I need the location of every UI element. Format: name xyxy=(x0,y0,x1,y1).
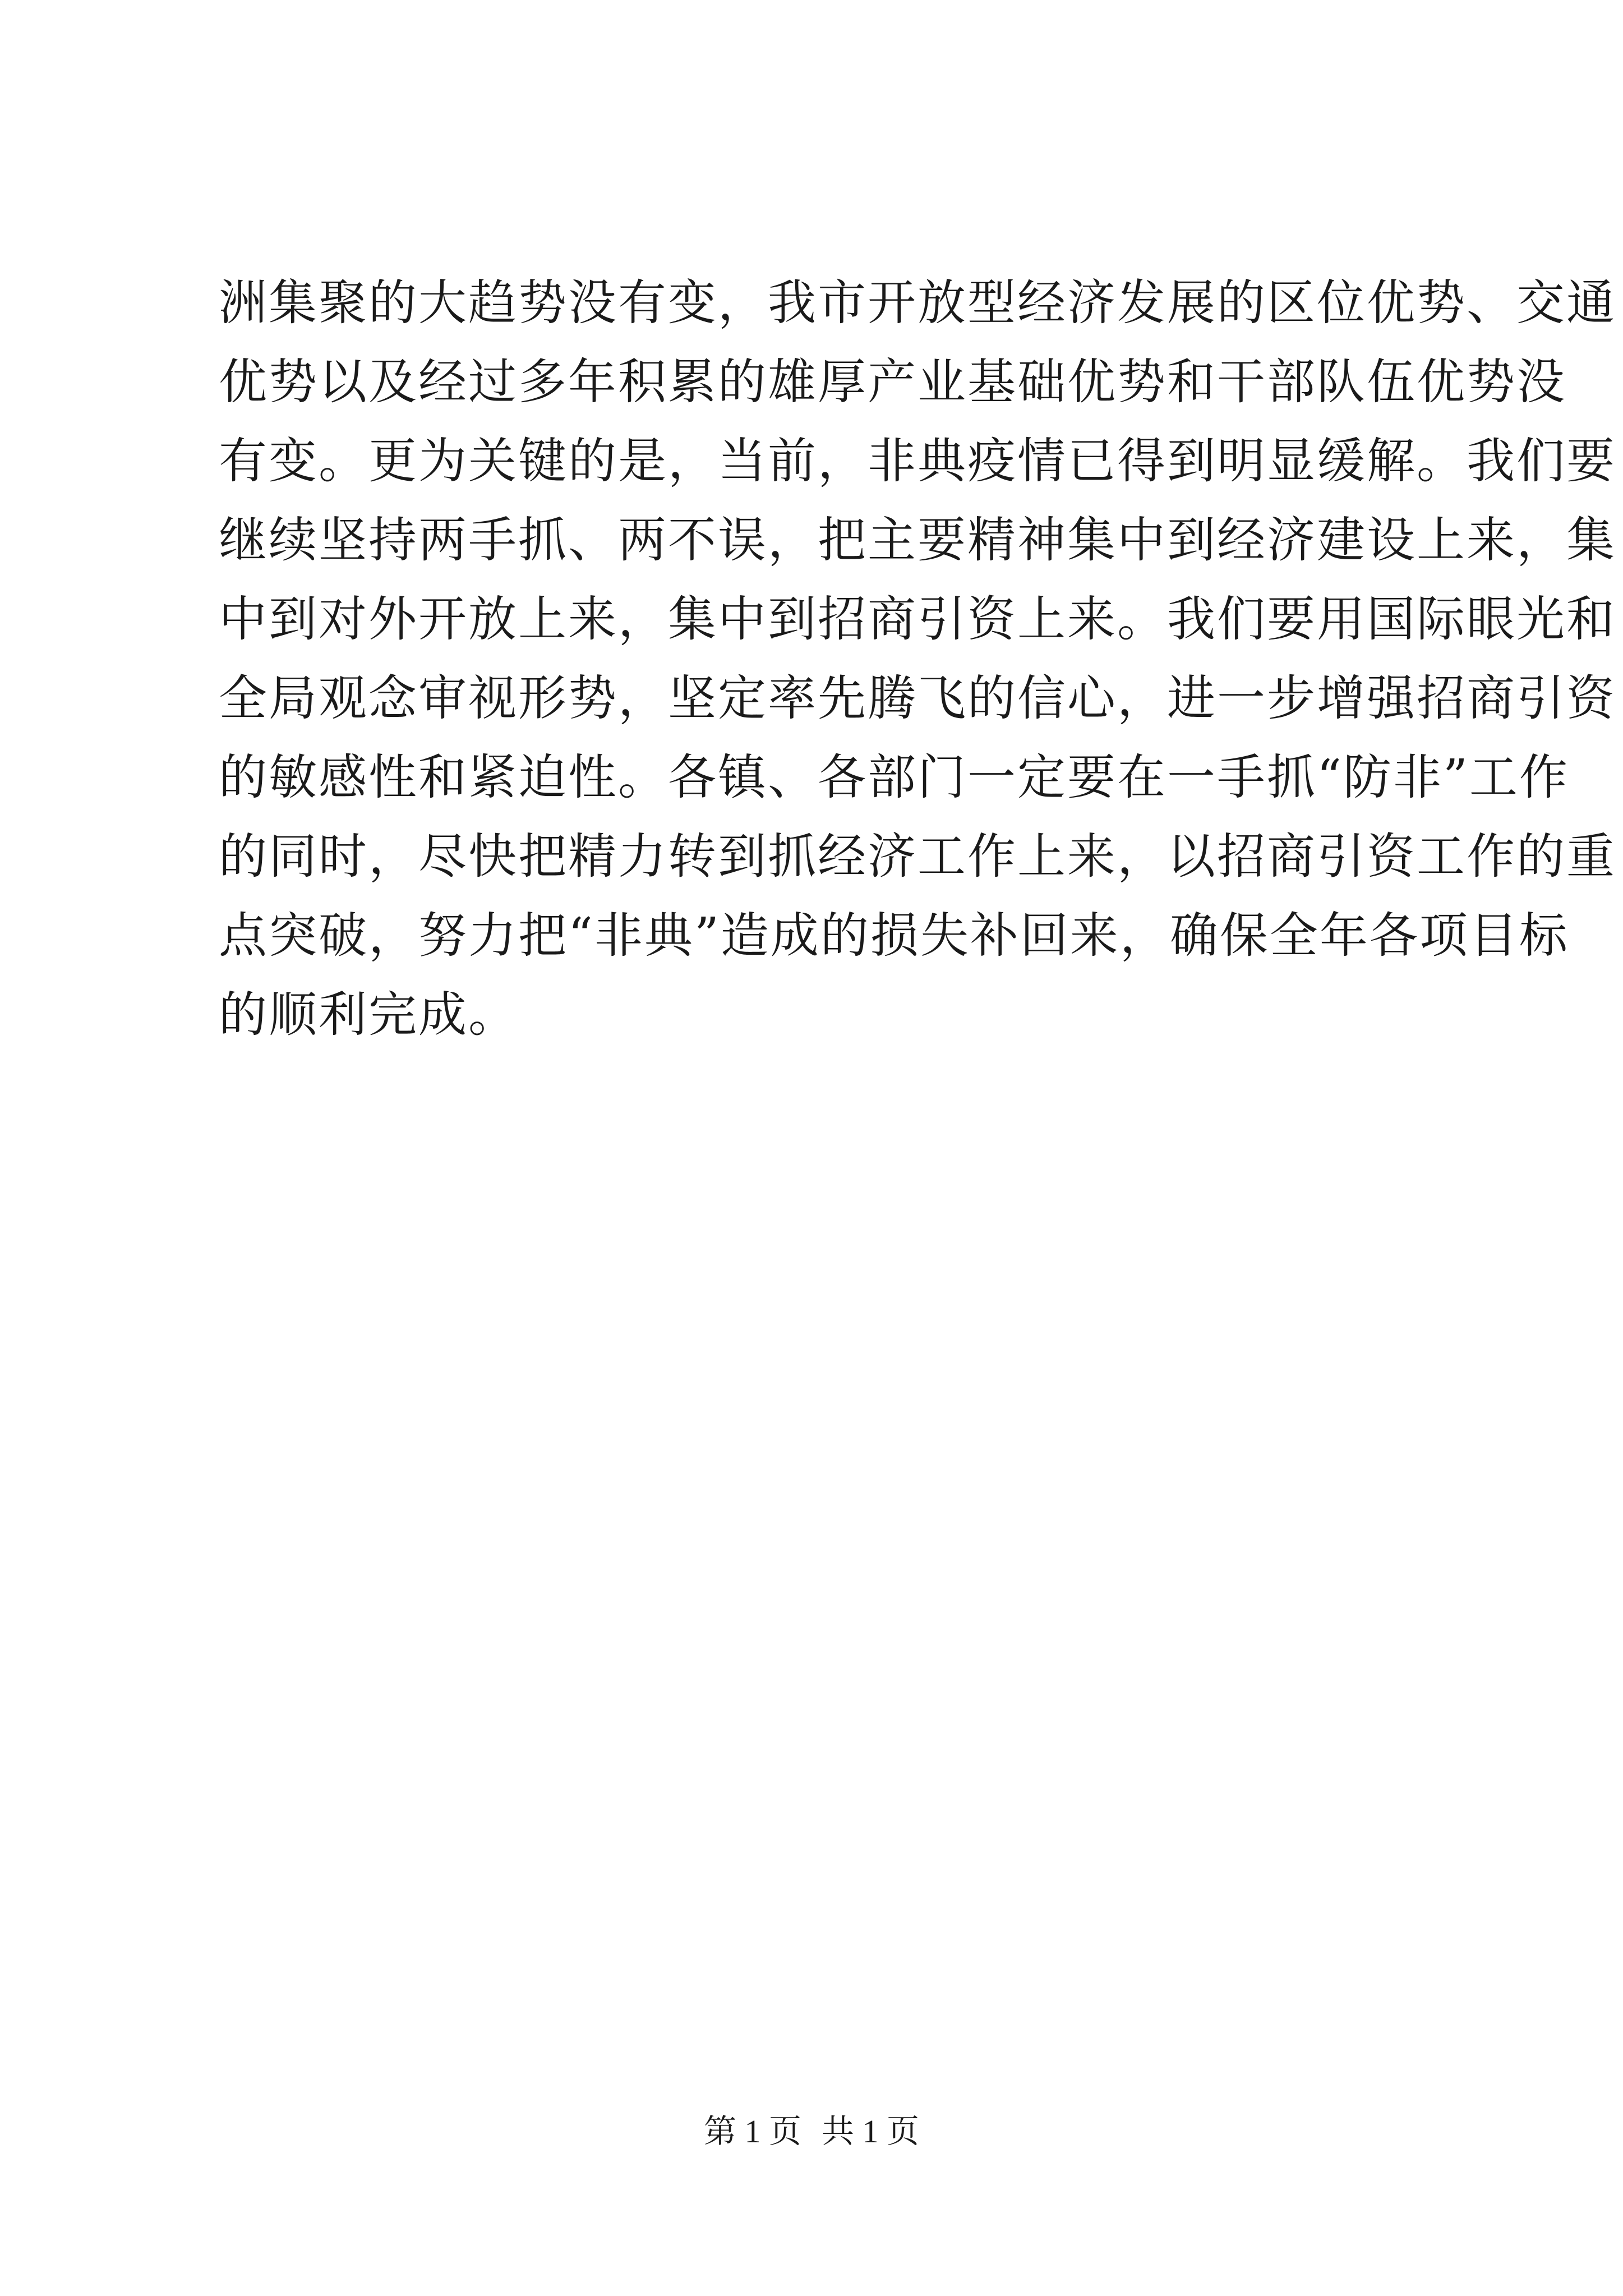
paragraph-line: 洲集聚的大趋势没有变，我市开放型经济发展的区位优势、交通 xyxy=(219,275,1616,331)
page-number: 第 1 页 xyxy=(703,2113,801,2150)
paragraph-line: 点突破，努力把“非典”造成的损失补回来，确保全年各项目标 xyxy=(219,908,1569,964)
body-paragraph xyxy=(219,264,1616,1055)
page-total: 共 1 页 xyxy=(822,2113,920,2150)
paragraph-line: 的敏感性和紧迫性。各镇、各部门一定要在一手抓“防非”工作 xyxy=(219,749,1569,806)
paragraph-line: 中到对外开放上来，集中到招商引资上来。我们要用国际眼光和 xyxy=(219,591,1616,647)
paragraph-line: 继续坚持两手抓、两不误，把主要精神集中到经济建设上来，集 xyxy=(219,512,1616,568)
paragraph-line: 的同时，尽快把精力转到抓经济工作上来，以招商引资工作的重 xyxy=(219,829,1616,885)
paragraph-line: 的顺利完成。 xyxy=(219,987,518,1043)
paragraph-line: 有变。更为关键的是，当前，非典疫情已得到明显缓解。我们要 xyxy=(219,433,1616,489)
paragraph-line: 优势以及经过多年积累的雄厚产业基础优势和干部队伍优势没 xyxy=(219,354,1566,410)
paragraph-line: 全局观念审视形势，坚定率先腾飞的信心，进一步增强招商引资 xyxy=(219,670,1616,726)
page-footer xyxy=(0,2109,1623,2154)
